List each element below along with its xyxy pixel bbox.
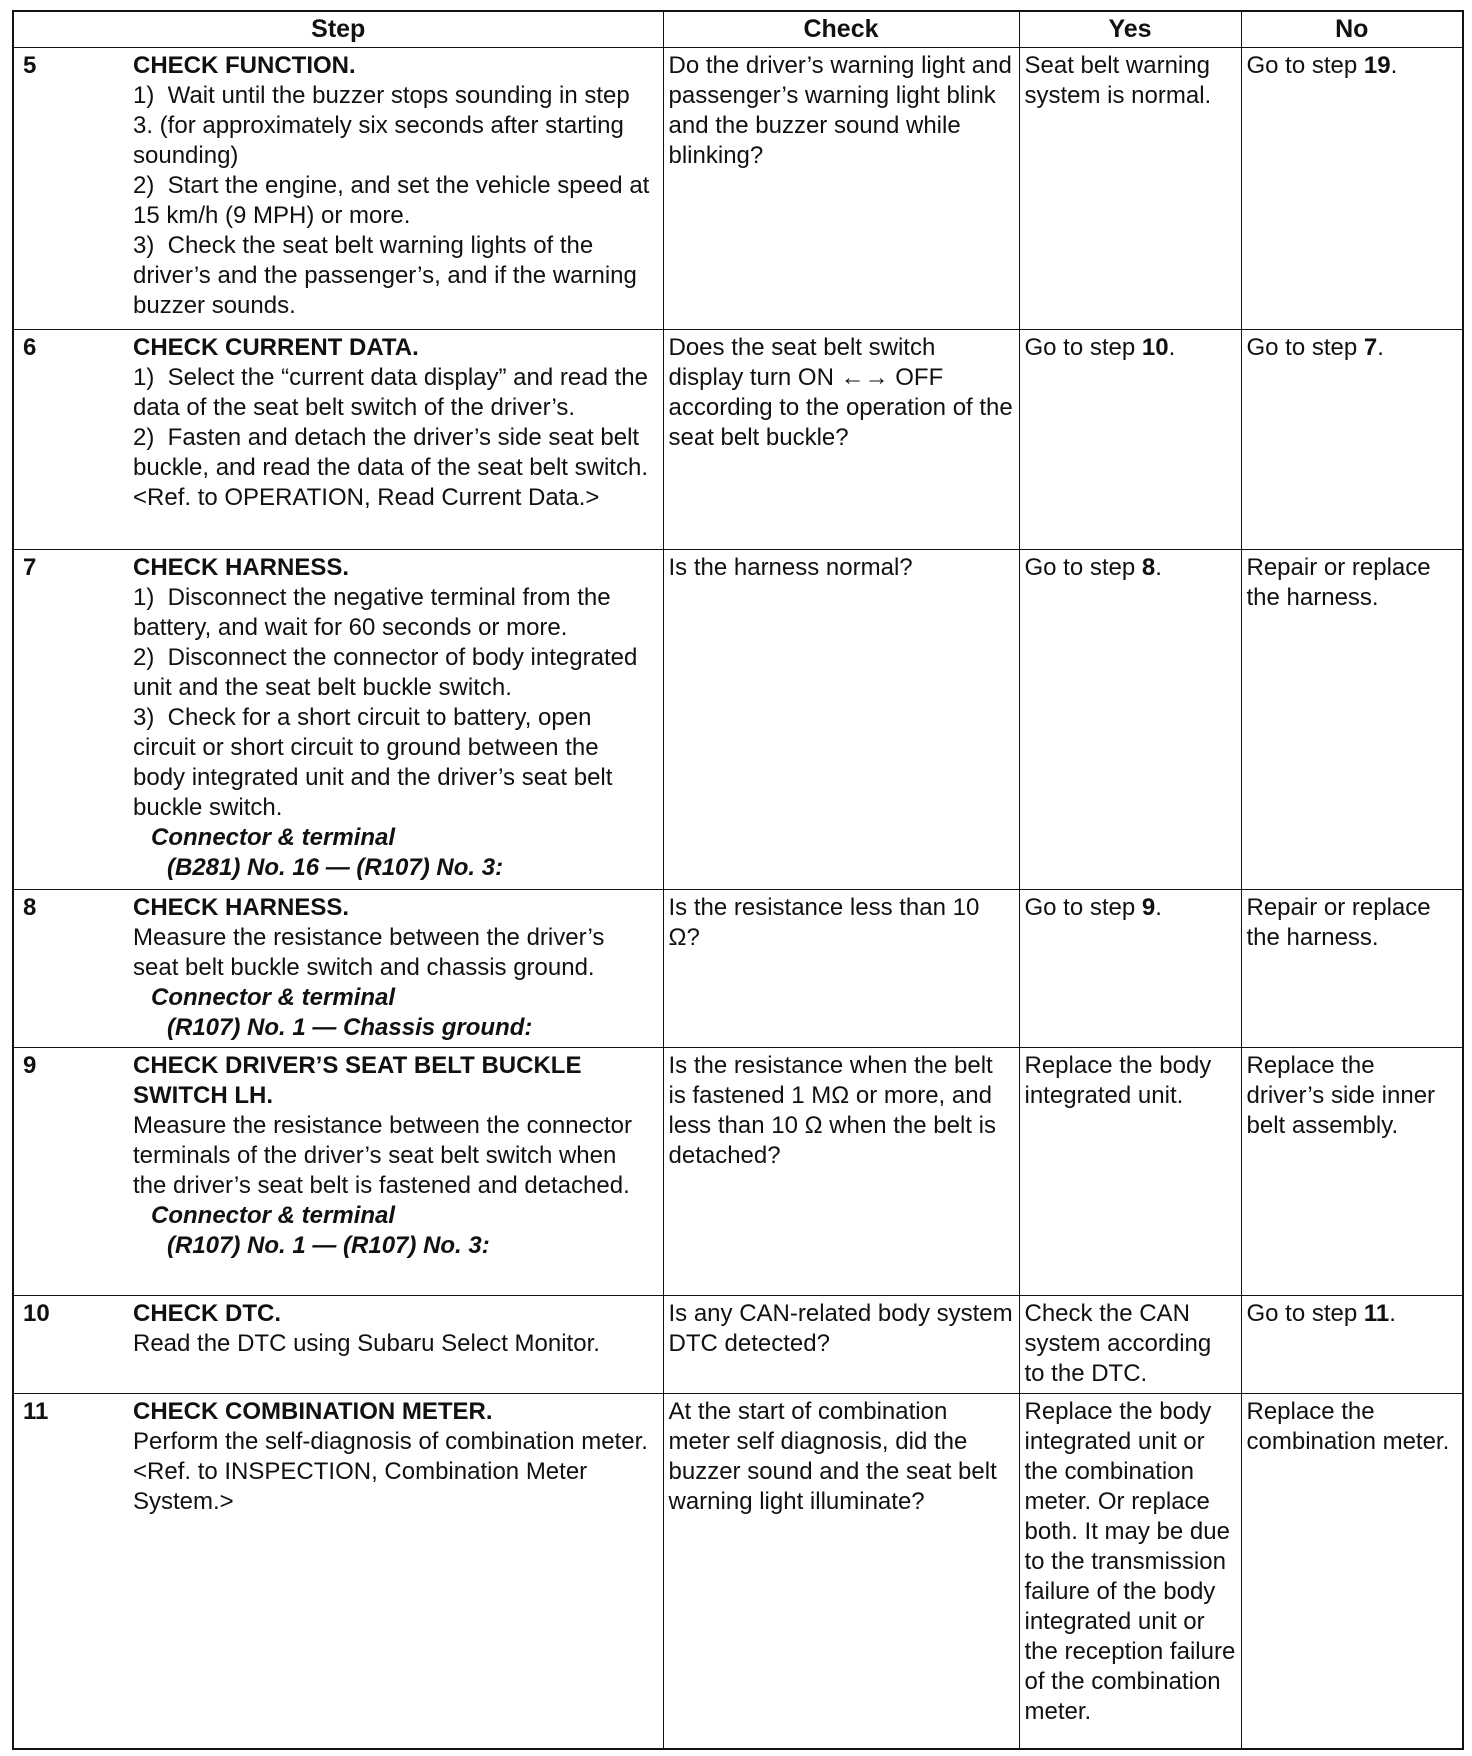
step-number: 8 [23, 893, 37, 921]
step-number: 7 [23, 553, 37, 581]
step-number: 6 [23, 333, 37, 361]
step-title: CHECK HARNESS. [133, 893, 350, 921]
header-check: Check [663, 11, 1019, 47]
yes-cell: Go to step 9. [1019, 889, 1241, 1047]
check-cell: At the start of combination meter self diagnosis, did the buzzer sound and the seat belt warning light illuminate? [663, 1393, 1019, 1749]
step-title: CHECK DRIVER’S SEAT BELT BUCKLE SWITCH LH. [133, 1051, 582, 1109]
step-cell [13, 47, 663, 329]
header-step: Step [13, 11, 663, 47]
yes-cell: Replace the body integrated unit. [1019, 1047, 1241, 1295]
step-line: <Ref. to OPERATION, Read Current Data.> [133, 483, 600, 511]
step-number: 5 [23, 51, 37, 79]
connector-value: (R107) No. 1 — (R107) No. 3: [167, 1231, 490, 1259]
step-line: 2) Fasten and detach the driver’s side seat belt buckle, and read the data of the seat belt switch. [133, 423, 648, 481]
no-cell: Go to step 19. [1241, 47, 1463, 329]
connector-value: (R107) No. 1 — Chassis ground: [167, 1013, 533, 1041]
connector-label: Connector & terminal [151, 983, 396, 1011]
check-cell: Is the resistance when the belt is fastened 1 MΩ or more, and less than 10 Ω when the belt is detached? [663, 1047, 1019, 1295]
no-cell: Replace the driver’s side inner belt assembly. [1241, 1047, 1463, 1295]
step-line: 2) Disconnect the connector of body integrated unit and the seat belt buckle switch. [133, 643, 638, 701]
check-cell: Is the harness normal? [663, 549, 1019, 889]
table-row [13, 1393, 1463, 1749]
step-number: 11 [23, 1397, 49, 1425]
yes-cell: Go to step 10. [1019, 329, 1241, 549]
step-line: Measure the resistance between the connector terminals of the driver’s seat belt switch when the driver’s seat belt is fastened and detached. [133, 1111, 632, 1199]
no-cell: Repair or replace the harness. [1241, 889, 1463, 1047]
step-line: Perform the self-diagnosis of combination meter. <Ref. to INSPECTION, Combination Meter System.> [133, 1427, 648, 1515]
yes-cell: Seat belt warning system is normal. [1019, 47, 1241, 329]
step-cell [13, 1295, 663, 1393]
step-cell [13, 889, 663, 1047]
table-row [13, 549, 1463, 889]
step-line: Read the DTC using Subaru Select Monitor. [133, 1329, 600, 1357]
no-cell: Repair or replace the harness. [1241, 549, 1463, 889]
check-cell: Is any CAN-related body system DTC detected? [663, 1295, 1019, 1393]
step-cell [13, 329, 663, 549]
step-line: 1) Select the “current data display” and read the data of the seat belt switch of the driver’s. [133, 363, 648, 421]
header-row [13, 11, 1463, 47]
connector-label: Connector & terminal [151, 823, 396, 851]
table-row [13, 1047, 1463, 1295]
header-no: No [1241, 11, 1463, 47]
diagnostic-table [12, 10, 1464, 1750]
step-title: CHECK CURRENT DATA. [133, 333, 419, 361]
table-row [13, 1295, 1463, 1393]
step-line: 1) Disconnect the negative terminal from the battery, and wait for 60 seconds or more. [133, 583, 611, 641]
table-row [13, 47, 1463, 329]
step-title: CHECK HARNESS. [133, 553, 350, 581]
step-cell [13, 549, 663, 889]
step-number: 9 [23, 1051, 37, 1079]
connector-label: Connector & terminal [151, 1201, 396, 1229]
yes-cell: Check the CAN system according to the DTC. [1019, 1295, 1241, 1393]
table-row [13, 329, 1463, 549]
header-yes: Yes [1019, 11, 1241, 47]
yes-cell: Replace the body integrated unit or the combination meter. Or replace both. It may be due to the transmission failure of the body integrated unit or the reception failure of the combination meter. [1019, 1393, 1241, 1749]
step-title: CHECK FUNCTION. [133, 51, 356, 79]
connector-value: (B281) No. 16 — (R107) No. 3: [167, 853, 504, 881]
step-line: 2) Start the engine, and set the vehicle speed at 15 km/h (9 MPH) or more. [133, 171, 650, 229]
check-cell: Do the driver’s warning light and passenger’s warning light blink and the buzzer sound while blinking? [663, 47, 1019, 329]
table-row [13, 889, 1463, 1047]
step-cell [13, 1393, 663, 1749]
step-title: CHECK DTC. [133, 1299, 281, 1327]
step-line: 3) Check the seat belt warning lights of the driver’s and the passenger’s, and if the warning buzzer sounds. [133, 231, 637, 319]
step-cell [13, 1047, 663, 1295]
step-number: 10 [23, 1299, 50, 1327]
check-cell: Is the resistance less than 10 Ω? [663, 889, 1019, 1047]
step-line: Measure the resistance between the driver’s seat belt buckle switch and chassis ground. [133, 923, 605, 981]
step-title: CHECK COMBINATION METER. [133, 1397, 493, 1425]
check-cell: Does the seat belt switch display turn ON ←→ OFF according to the operation of the seat belt buckle? [663, 329, 1019, 549]
no-cell: Go to step 7. [1241, 329, 1463, 549]
no-cell: Replace the combination meter. [1241, 1393, 1463, 1749]
no-cell: Go to step 11. [1241, 1295, 1463, 1393]
yes-cell: Go to step 8. [1019, 549, 1241, 889]
diagnostic-table-container [12, 10, 1462, 1748]
step-line: 3) Check for a short circuit to battery, open circuit or short circuit to ground between the body integrated unit and the driver’s seat belt buckle switch. [133, 703, 613, 821]
step-line: 1) Wait until the buzzer stops sounding in step 3. (for approximately six seconds after starting sounding) [133, 81, 630, 169]
